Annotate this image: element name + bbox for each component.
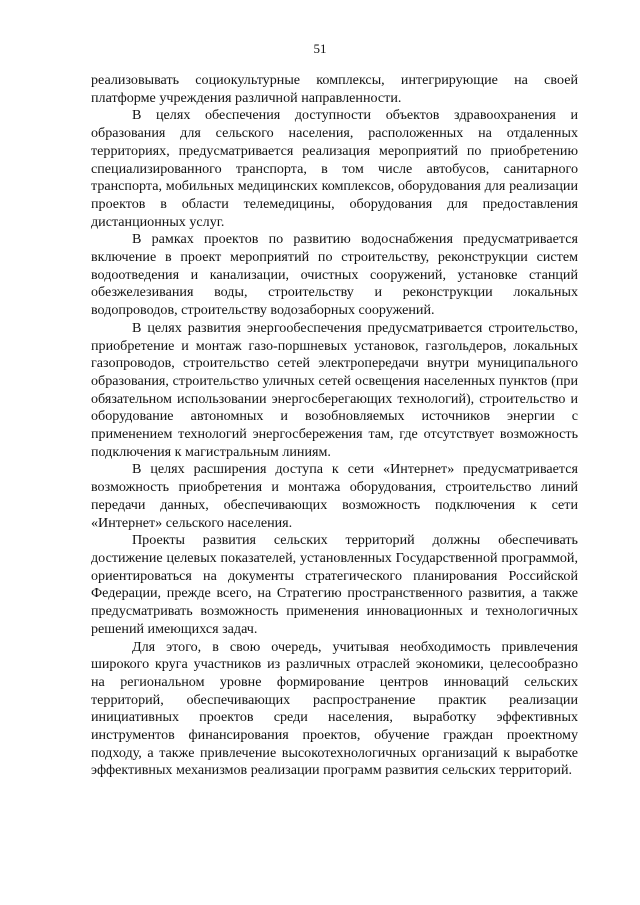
paragraph-1: реализовывать социокультурные комплексы, интегрирующие на своей платформе учреждения различной направленности. (91, 72, 578, 106)
paragraph-6: Проекты развития сельских территорий должны обеспечивать достижение целевых показателей, установленных Государственной программой, ориентироваться на документы стратегического планирования Российской Федерации, прежде всего, на Стратегию пространственного развития, а также предусматривать возможность применения инновационных и технологичных решений имеющихся задач. (91, 532, 578, 637)
paragraph-3: В рамках проектов по развитию водоснабжения предусматривается включение в проект мероприятий по строительству, реконструкции систем водоотведения и канализации, очистных сооружений, установке станций обезжелезивания воды, строительству и реконструкции локальных водопроводов, строительству водозаборных сооружений. (91, 231, 578, 319)
paragraph-5: В целях расширения доступа к сети «Интернет» предусматривается возможность приобретения и монтажа оборудования, строительство линий передачи данных, обеспечивающих возможность подключения к сети «Интернет» сельского населения. (91, 461, 578, 531)
paragraph-7: Для этого, в свою очередь, учитывая необходимость привлечения широкого круга участников из различных отраслей экономики, целесообразно на региональном уровне формирование центров инноваций сельских территорий, обеспечивающих распространение практик реализации инициативных проектов среди населения, выработку эффективных инструментов финансирования проектов, обучение граждан проектному подходу, а также привлечение высокотехнологичных организаций к выработке эффективных механизмов реализации программ развития сельских территорий. (91, 638, 578, 779)
paragraph-2: В целях обеспечения доступности объектов здравоохранения и образования для сельского населения, расположенных на отдаленных территориях, предусматривается реализация мероприятий по приобретению специализированного транспорта, в том числе автобусов, санитарного транспорта, мобильных медицинских комплексов, оборудования для реализации проектов в области телемедицины, оборудования для предоставления дистанционных услуг. (91, 107, 578, 230)
paragraph-4: В целях развития энергообеспечения предусматривается строительство, приобретение и монтаж газо-поршневых установок, газгольдеров, локальных газопроводов, строительство сетей электропередачи внутри муниципального образования, строительство уличных сетей освещения населенных пунктов (при обязательном использовании энергосберегающих технологий), строительство и оборудование автономных и возобновляемых источников энергии с применением технологий энергосбережения там, где отсутствует возможность подключения к магистральным линиям. (91, 319, 578, 460)
page-number: 51 (313, 41, 327, 56)
document-body (91, 72, 578, 780)
